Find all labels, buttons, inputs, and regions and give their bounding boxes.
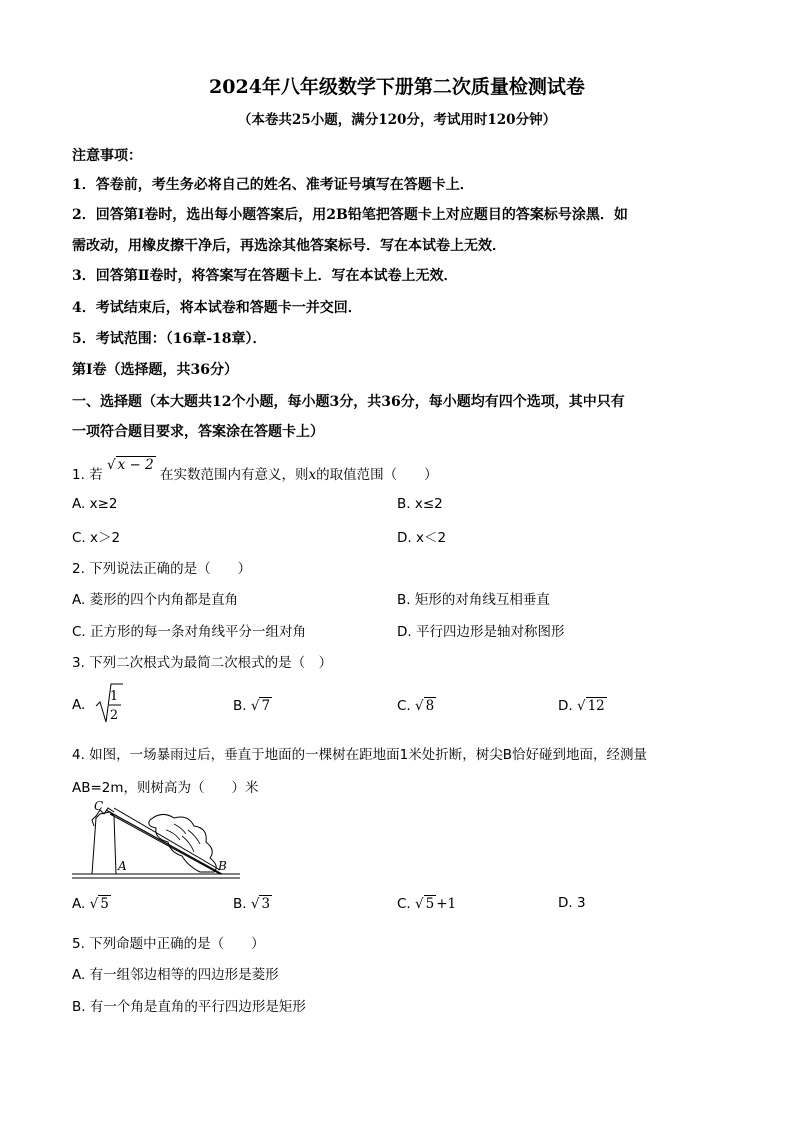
q1-var: x <box>308 467 317 483</box>
q5-option-a[interactable]: A. 有一组邻边相等的四边形是菱形 <box>72 967 279 983</box>
q1-option-b[interactable]: B. x≤2 <box>397 496 443 512</box>
question-1-stem <box>72 457 438 483</box>
notice-item: 需改动，用橡皮擦干净后，再选涂其他答案标号．写在本试卷上无效． <box>72 238 506 254</box>
q3-b-radicand: 7 <box>261 698 271 714</box>
q3-d-radical: √ 12 <box>576 698 605 714</box>
q4-a-radical: √ 5 <box>89 896 109 912</box>
q2-option-a[interactable]: A. 菱形的四个内角都是直角 <box>72 592 239 608</box>
notice-item: 5．考试范围：（16章-18章）． <box>72 331 267 347</box>
q2-option-c[interactable]: C. 正方形的每一条对角线平分一组对角 <box>72 624 307 640</box>
q4-a-label: A. <box>72 896 86 912</box>
q1-radicand: x − 2 <box>117 457 154 473</box>
question-4-stem-line1: 4. 如图，一场暴雨过后，垂直于地面的一棵树在距地面1米处折断，树尖B恰好碰到地面，经测量 <box>72 747 648 763</box>
q1-tail: 的取值范围（ ） <box>316 467 438 483</box>
question-3-stem: 3. 下列二次根式为最简二次根式的是（ ） <box>72 655 333 671</box>
q3-option-d[interactable] <box>558 697 607 714</box>
q4-c-tail: +1 <box>436 896 457 912</box>
page-subtitle: （本卷共25小题，满分120分，考试用时120分钟） <box>237 112 557 128</box>
q3-b-label: B. <box>233 698 247 714</box>
section-heading: 第Ⅰ卷（选择题，共36分） <box>72 362 239 378</box>
notice-item: 2．回答第Ⅰ卷时，选出每小题答案后，用2B铅笔把答题卡上对应题目的答案标号涂黑．如 <box>72 207 628 223</box>
q3-b-radical: √ 7 <box>250 698 271 714</box>
notice-item: 1．答卷前，考生务必将自己的姓名、准考证号填写在答题卡上． <box>72 177 474 193</box>
q4-fig-label-b: B <box>218 859 227 873</box>
page-title: 2024年八年级数学下册第二次质量检测试卷 <box>209 76 585 98</box>
q4-option-c[interactable] <box>397 895 456 912</box>
q2-option-b[interactable]: B. 矩形的对角线互相垂直 <box>397 592 550 608</box>
q3-option-b[interactable] <box>233 697 272 714</box>
q4-option-b[interactable] <box>233 895 272 912</box>
q1-prefix: 1. 若 <box>72 467 103 483</box>
part-heading-cont: 一项符合题目要求，答案涂在答题卡上） <box>72 424 324 440</box>
q4-option-d[interactable]: D. 3 <box>558 895 586 911</box>
q4-figure-broken-tree <box>70 796 245 884</box>
question-5-stem: 5. 下列命题中正确的是（ ） <box>72 936 265 952</box>
q1-option-d[interactable]: D. x＜2 <box>397 530 447 546</box>
question-2-stem: 2. 下列说法正确的是（ ） <box>72 561 252 577</box>
q4-fig-label-c: C <box>94 799 104 813</box>
q1-radical: √ x − 2 <box>106 457 154 473</box>
notice-item: 4．考试结束后，将本试卷和答题卡一并交回． <box>72 300 362 316</box>
q2-option-d[interactable]: D. 平行四边形是轴对称图形 <box>397 624 565 640</box>
q4-fig-label-a: A <box>118 859 127 873</box>
q4-c-label: C. <box>397 896 411 912</box>
q3-a-numerator: 1 <box>109 689 119 704</box>
q3-option-c[interactable] <box>397 697 436 714</box>
q5-option-b[interactable]: B. 有一个角是直角的平行四边形是矩形 <box>72 999 306 1015</box>
notice-heading: 注意事项： <box>72 148 142 164</box>
q3-a-denominator: 2 <box>109 708 119 723</box>
q3-c-radicand: 8 <box>425 698 435 714</box>
question-4-stem-line2: AB=2m，则树高为（ ）米 <box>72 780 259 796</box>
q1-suffix: 在实数范围内有意义，则 <box>159 467 309 483</box>
q3-c-label: C. <box>397 698 411 714</box>
q4-b-radical: √ 3 <box>250 896 271 912</box>
q3-c-radical: √ 8 <box>415 698 435 714</box>
notice-item: 3．回答第Ⅱ卷时，将答案写在答题卡上．写在本试卷上无效． <box>72 268 458 284</box>
q4-option-a[interactable] <box>72 895 111 912</box>
q4-c-radicand: 5 <box>425 896 435 912</box>
q3-d-radicand: 12 <box>587 698 605 714</box>
q3-d-label: D. <box>558 698 573 714</box>
q1-option-a[interactable]: A. x≥2 <box>72 496 118 512</box>
part-heading: 一、选择题（本大题共12个小题，每小题3分，共36分，每小题均有四个选项，其中只有 <box>72 394 625 410</box>
q4-a-radicand: 5 <box>100 896 109 912</box>
q4-b-label: B. <box>233 896 247 912</box>
q3-option-a-label[interactable]: A. <box>72 697 86 713</box>
q4-c-radical: √ 5 <box>415 896 435 912</box>
q4-b-radicand: 3 <box>261 896 271 912</box>
q3-option-a-math[interactable] <box>94 680 124 726</box>
q1-option-c[interactable]: C. x＞2 <box>72 530 121 546</box>
